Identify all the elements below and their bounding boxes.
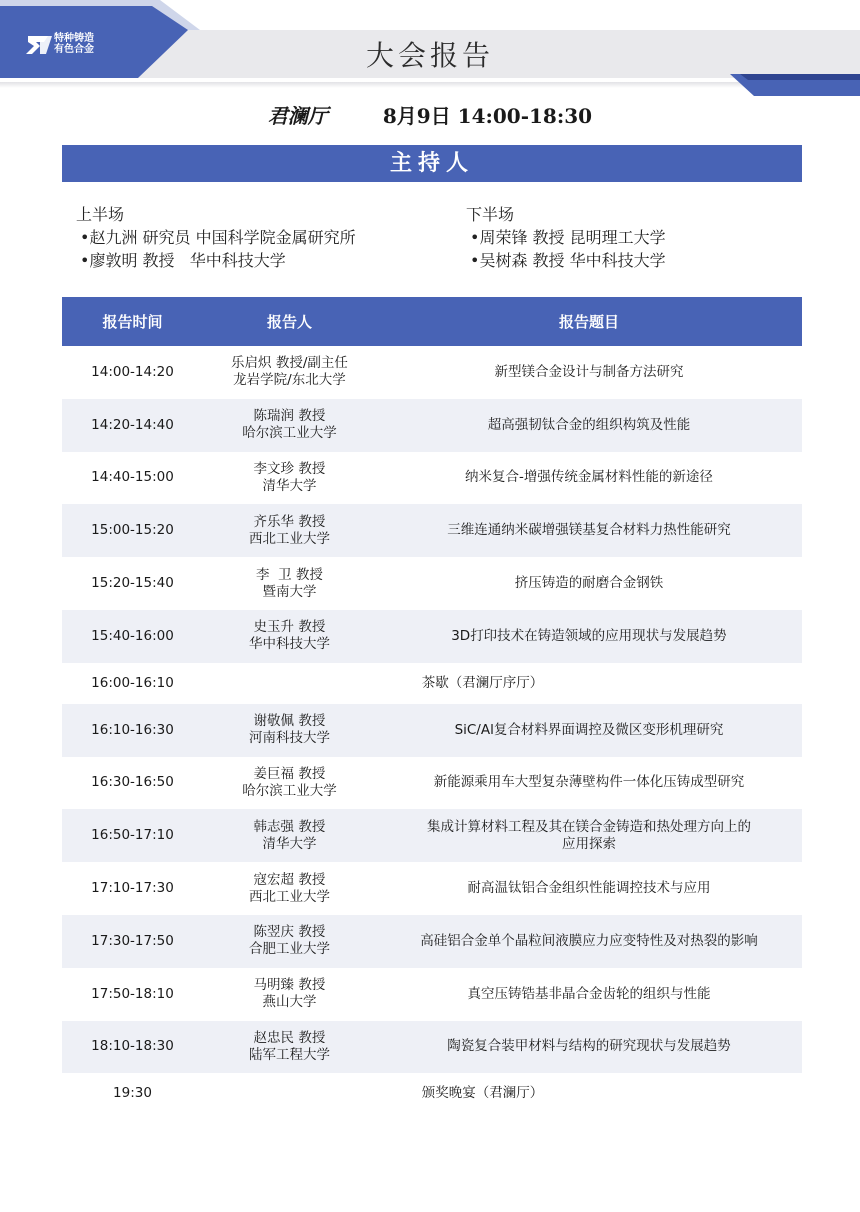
table-row	[62, 504, 802, 557]
row-speaker	[203, 346, 376, 399]
speaker-org: 暨南大学	[262, 583, 317, 600]
table-row	[62, 1021, 802, 1074]
row-time: 17:10-17:30	[91, 880, 174, 897]
row-title: SiC/Al复合材料界面调控及微区变形机理研究	[376, 704, 802, 757]
speaker-name: 李 卫 教授	[256, 566, 323, 583]
speaker-org: 西北工业大学	[248, 530, 330, 547]
second-half-host-1: •周荣锋 教授 昆明理工大学	[470, 228, 666, 247]
row-speaker	[203, 1021, 376, 1074]
table-row	[62, 704, 802, 757]
row-speaker	[203, 504, 376, 557]
table-row	[62, 346, 802, 399]
table-row	[62, 968, 802, 1021]
row-title: 挤压铸造的耐磨合金钢铁	[514, 575, 664, 592]
schedule-table	[62, 297, 802, 1114]
venue-line	[0, 100, 860, 129]
speaker-name: 陈翌庆 教授	[253, 924, 326, 941]
row-title: 三维连通纳米碳增强镁基复合材料力热性能研究	[376, 504, 802, 557]
title-line-2: 应用探索	[561, 835, 616, 852]
speaker-org: 西北工业大学	[248, 888, 330, 905]
table-row	[62, 452, 802, 505]
row-time: 15:00-15:20	[62, 504, 203, 557]
row-title: 陶瓷复合装甲材料与结构的研究现状与发展趋势	[376, 1021, 802, 1074]
speaker-org: 龙岩学院/东北大学	[233, 372, 346, 389]
header-title: 报告题目	[376, 297, 802, 346]
row-speaker	[203, 757, 376, 810]
first-half-host-1: •赵九洲 研究员 中国科学院金属研究所	[80, 228, 356, 247]
row-speaker	[203, 399, 376, 452]
row-title: 新型镁合金设计与制备方法研究	[494, 363, 684, 380]
row-time: 15:40-16:00	[62, 610, 203, 663]
row-time: 16:10-16:30	[62, 704, 203, 757]
speaker-name: 李文珍 教授	[253, 460, 326, 477]
table-row	[62, 557, 802, 610]
page-title: 大会报告	[365, 39, 494, 72]
first-half-label: 上半场	[76, 205, 125, 224]
row-time: 16:30-16:50	[91, 774, 174, 791]
footer-event: 颁奖晚宴（君澜厅）	[421, 1085, 544, 1102]
speaker-name: 寇宏超 教授	[253, 871, 326, 888]
table-row-footer	[62, 1073, 802, 1114]
table-header-row	[62, 297, 802, 346]
table-row	[62, 610, 802, 663]
header-speaker: 报告人	[203, 297, 376, 346]
row-speaker	[203, 968, 376, 1021]
row-title: 超高强韧钛合金的组织构筑及性能	[376, 399, 802, 452]
speaker-org: 清华大学	[262, 835, 317, 852]
speaker-org: 合肥工业大学	[248, 941, 330, 958]
row-speaker	[203, 452, 376, 505]
row-speaker	[203, 557, 376, 610]
row-speaker	[203, 704, 376, 757]
row-speaker	[203, 610, 376, 663]
row-title: 真空压铸锆基非晶合金齿轮的组织与性能	[467, 985, 711, 1002]
venue-room: 君澜厅	[267, 104, 328, 128]
speaker-org: 哈尔滨工业大学	[242, 425, 337, 442]
row-title: 3D打印技术在铸造领域的应用现状与发展趋势	[376, 610, 802, 663]
table-row	[62, 809, 802, 862]
speaker-name: 谢敬佩 教授	[253, 713, 326, 730]
table-row	[62, 915, 802, 968]
speaker-name: 韩志强 教授	[253, 818, 326, 835]
row-title: 耐高温钛铝合金组织性能调控技术与应用	[467, 880, 711, 897]
speaker-name: 马明臻 教授	[253, 977, 326, 994]
row-time: 15:20-15:40	[91, 575, 174, 592]
header-right-accent	[730, 74, 860, 96]
speaker-org: 哈尔滨工业大学	[242, 782, 337, 799]
venue-datetime: 8月9日 14:00-18:30	[382, 104, 593, 128]
row-time: 17:50-18:10	[91, 985, 174, 1002]
first-half-session	[76, 203, 356, 272]
second-half-host-2: •吴树森 教授 华中科技大学	[470, 251, 666, 270]
speaker-org: 燕山大学	[262, 994, 317, 1011]
row-time: 14:40-15:00	[91, 469, 174, 486]
second-half-session	[466, 203, 666, 272]
break-label: 茶歇（君澜厅序厅）	[421, 674, 544, 691]
row-speaker	[203, 862, 376, 915]
logo-line1: 特种铸造	[54, 33, 94, 44]
row-time: 16:00-16:10	[91, 674, 174, 691]
logo-line2: 有色合金	[54, 44, 94, 55]
table-row-break	[62, 663, 802, 704]
speaker-name: 史玉升 教授	[253, 619, 326, 636]
speaker-org: 华中科技大学	[248, 636, 330, 653]
row-time: 19:30	[113, 1085, 152, 1102]
table-row	[62, 862, 802, 915]
row-title: 纳米复合-增强传统金属材料性能的新途径	[465, 469, 713, 486]
row-time: 16:50-17:10	[62, 809, 203, 862]
row-title	[376, 809, 802, 862]
row-time: 18:10-18:30	[62, 1021, 203, 1074]
row-speaker	[203, 915, 376, 968]
header-time: 报告时间	[62, 297, 203, 346]
row-time: 14:20-14:40	[62, 399, 203, 452]
title-line-1: 集成计算材料工程及其在镁合金铸造和热处理方向上的	[426, 818, 751, 835]
speaker-name: 乐启炽 教授/副主任	[231, 355, 348, 372]
speaker-org: 陆军工程大学	[248, 1046, 330, 1063]
table-row	[62, 757, 802, 810]
row-title: 高硅铝合金单个晶粒间液膜应力应变特性及对热裂的影响	[376, 915, 802, 968]
speaker-name: 赵忠民 教授	[253, 1029, 326, 1046]
speaker-org: 清华大学	[262, 477, 317, 494]
table-row	[62, 399, 802, 452]
speaker-name: 齐乐华 教授	[253, 513, 326, 530]
row-speaker	[203, 809, 376, 862]
second-half-label: 下半场	[466, 205, 515, 224]
speaker-org: 河南科技大学	[248, 730, 330, 747]
row-title: 新能源乘用车大型复杂薄壁构件一体化压铸成型研究	[433, 774, 745, 791]
row-time: 14:00-14:20	[91, 363, 174, 380]
speaker-name: 陈瑞润 教授	[253, 408, 326, 425]
speaker-name: 姜巨福 教授	[253, 765, 326, 782]
row-time: 17:30-17:50	[62, 915, 203, 968]
hosts-heading: 主持人	[62, 145, 802, 182]
first-half-host-2: •廖敦明 教授 华中科技大学	[80, 251, 286, 270]
